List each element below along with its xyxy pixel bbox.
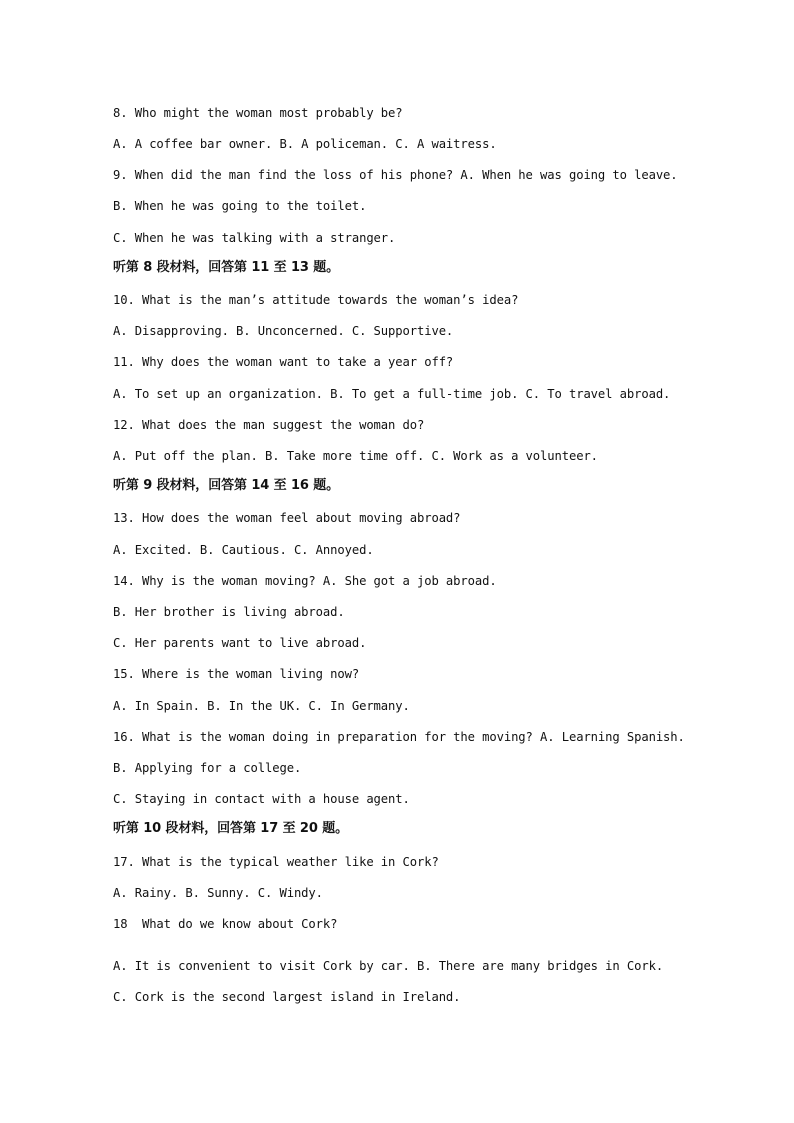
question-13-options: A. Excited. B. Cautious. C. Annoyed. [113, 543, 374, 557]
section-heading-material-10: 听第 10 段材料，回答第 17 至 20 题。 [113, 821, 349, 836]
question-12-options: A. Put off the plan. B. Take more time off. C. Work as a volunteer. [113, 449, 598, 463]
question-14-option-c: C. Her parents want to live abroad. [113, 636, 367, 650]
question-16-option-b: B. Applying for a college. [113, 761, 302, 775]
question-14: 14. Why is the woman moving? A. She got a job abroad. [113, 574, 497, 588]
question-17: 17. What is the typical weather like in Cork? [113, 855, 439, 869]
question-10-options: A. Disapproving. B. Unconcerned. C. Supportive. [113, 324, 454, 338]
section-heading-material-8: 听第 8 段材料，回答第 11 至 13 题。 [113, 260, 340, 275]
question-12: 12. What does the man suggest the woman do? [113, 418, 425, 432]
question-18-options-ab: A. It is convenient to visit Cork by car. B. There are many bridges in Cork. [113, 959, 664, 973]
question-11-options: A. To set up an organization. B. To get a full-time job. C. To travel abroad. [113, 387, 671, 401]
question-16: 16. What is the woman doing in preparation for the moving? A. Learning Spanish. [113, 730, 685, 744]
question-11: 11. Why does the woman want to take a year off? [113, 355, 454, 369]
question-10: 10. What is the man’s attitude towards the woman’s idea? [113, 293, 519, 307]
question-8: 8. Who might the woman most probably be? [113, 106, 403, 120]
question-9-option-b: B. When he was going to the toilet. [113, 199, 367, 213]
question-14-option-b: B. Her brother is living abroad. [113, 605, 345, 619]
question-9: 9. When did the man find the loss of his phone? A. When he was going to leave. [113, 168, 678, 182]
question-16-option-c: C. Staying in contact with a house agent. [113, 792, 410, 806]
question-13: 13. How does the woman feel about moving abroad? [113, 511, 461, 525]
question-17-options: A. Rainy. B. Sunny. C. Windy. [113, 886, 323, 900]
question-9-option-c: C. When he was talking with a stranger. [113, 231, 396, 245]
question-8-options: A. A coffee bar owner. B. A policeman. C. A waitress. [113, 137, 497, 151]
question-15: 15. Where is the woman living now? [113, 667, 360, 681]
section-heading-material-9: 听第 9 段材料，回答第 14 至 16 题。 [113, 478, 340, 493]
question-18: 18 What do we know about Cork? [113, 917, 338, 931]
question-18-option-c: C. Cork is the second largest island in Ireland. [113, 990, 461, 1004]
question-15-options: A. In Spain. B. In the UK. C. In Germany. [113, 699, 410, 713]
